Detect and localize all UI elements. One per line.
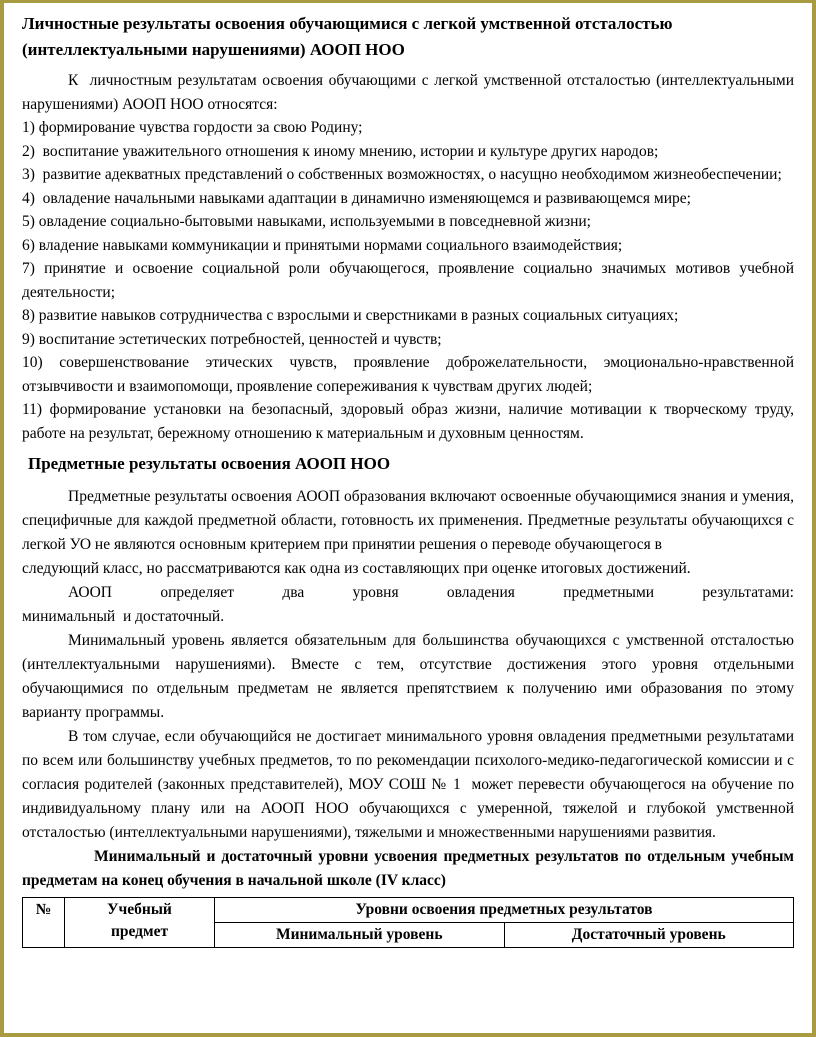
table-header-subject-label: Учебный предмет (107, 901, 172, 940)
list-item-6: 6) владение навыками коммуникации и принятыми нормами социального взаимодействия; (22, 236, 623, 254)
list-item-4: 4) овладение начальными навыками адаптации в динамично изменяющемся и развивающемся мире; (22, 189, 691, 207)
list-item-5: 5) овладение социально-бытовыми навыками, используемыми в повседневной жизни; (22, 213, 591, 230)
paragraph-subject-2: следующий класс, но рассматриваются как одна из составляющих при оценке итоговых достижений. (22, 560, 691, 577)
personal-results-list (22, 116, 794, 445)
table-header-subject (65, 898, 215, 948)
list-item-9: 9) воспитание эстетических потребностей, ценностей и чувств; (22, 330, 442, 348)
subject-results-section (22, 485, 794, 893)
list-item-3: 3) развитие адекватных представлений о собственных возможностях, о насущно необходимом жизнеобеспечении; (22, 166, 782, 183)
heading-subject-results: Предметные результаты освоения АООП НОО (28, 454, 391, 473)
table-header-number: № (23, 898, 65, 948)
table-header-min-level: Минимальный уровень (215, 923, 505, 948)
list-item-11: 11) формирование установки на безопасный, здоровый образ жизни, наличие мотивации к творческому труду, работе на результат, бережному отношению к материальным и духовным ценностям. (22, 401, 794, 442)
table-header-row-1 (23, 898, 794, 923)
list-item-1: 1) формирование чувства гордости за свою Родину; (22, 119, 363, 136)
intro-paragraph: К личностным результатам освоения обучающими с легкой умственной отсталостью (интеллектуальными нарушениями) АООП НОО относятся: (22, 72, 794, 113)
results-table (22, 897, 794, 948)
levels-note: Минимальный и достаточный уровни усвоения предметных результатов по отдельным учебным предметам на конец обучения в начальной школе (IV класс) (22, 848, 794, 889)
list-item-7: 7) принятие и освоение социальной роли обучающегося, проявление социально значимых мотивов учебной деятельности; (22, 260, 794, 301)
paragraph-subject-4: минимальный и достаточный. (22, 608, 225, 625)
list-item-2: 2) воспитание уважительного отношения к иному мнению, истории и культуре других народов; (22, 142, 659, 160)
list-item-10: 10) совершенствование этических чувств, проявление доброжелательности, эмоционально-нравственной отзывчивости и взаимопомощи, проявление сопереживания к чувствам других людей; (22, 354, 794, 395)
table-header-levels: Уровни освоения предметных результатов (215, 898, 794, 923)
paragraph-subject-3: АООП определяет два уровня овладения предметными результатами: (68, 584, 794, 601)
list-item-8: 8) развитие навыков сотрудничества с взрослыми и сверстниками в разных социальных ситуациях; (22, 307, 679, 324)
paragraph-subject-1: Предметные результаты освоения АООП образования включают освоенные обучающимися знания и умения, специфичные для каждой предметной области, готовность их применения. Предметные результаты обучающихся с легкой УО не являются основным критерием при принятии решения о переводе обучающегося в (22, 488, 794, 553)
table-header-sufficient-level: Достаточный уровень (504, 923, 794, 948)
paragraph-subject-5: Минимальный уровень является обязательным для большинства обучающихся с умственной отсталостью (интеллектуальными нарушениями). Вместе с тем, отсутствие достижения этого уровня отдельными обучающимися по отдельным предметам не является препятствием к получению ими образования по этому варианту программы. (22, 632, 794, 721)
paragraph-subject-6: В том случае, если обучающийся не достигает минимального уровня овладения предметными результатами по всем или большинству учебных предметов, то по рекомендации психолого-медико-педагогической комиссии и с согласия родителей (законных представителей), МОУ СОШ № 1 может перевести обучающегося на обучение по индивидуальному плану или на АООП НОО обучающихся с умеренной, тяжелой и глубокой умственной отсталостью (интеллектуальными нарушениями), тяжелыми и множественными нарушениями развития. (22, 728, 794, 841)
document-page (4, 3, 812, 1033)
heading-personal-results: Личностные результаты освоения обучающимися с легкой умственной отсталостью (интеллектуальными нарушениями) АООП НОО (22, 14, 673, 59)
